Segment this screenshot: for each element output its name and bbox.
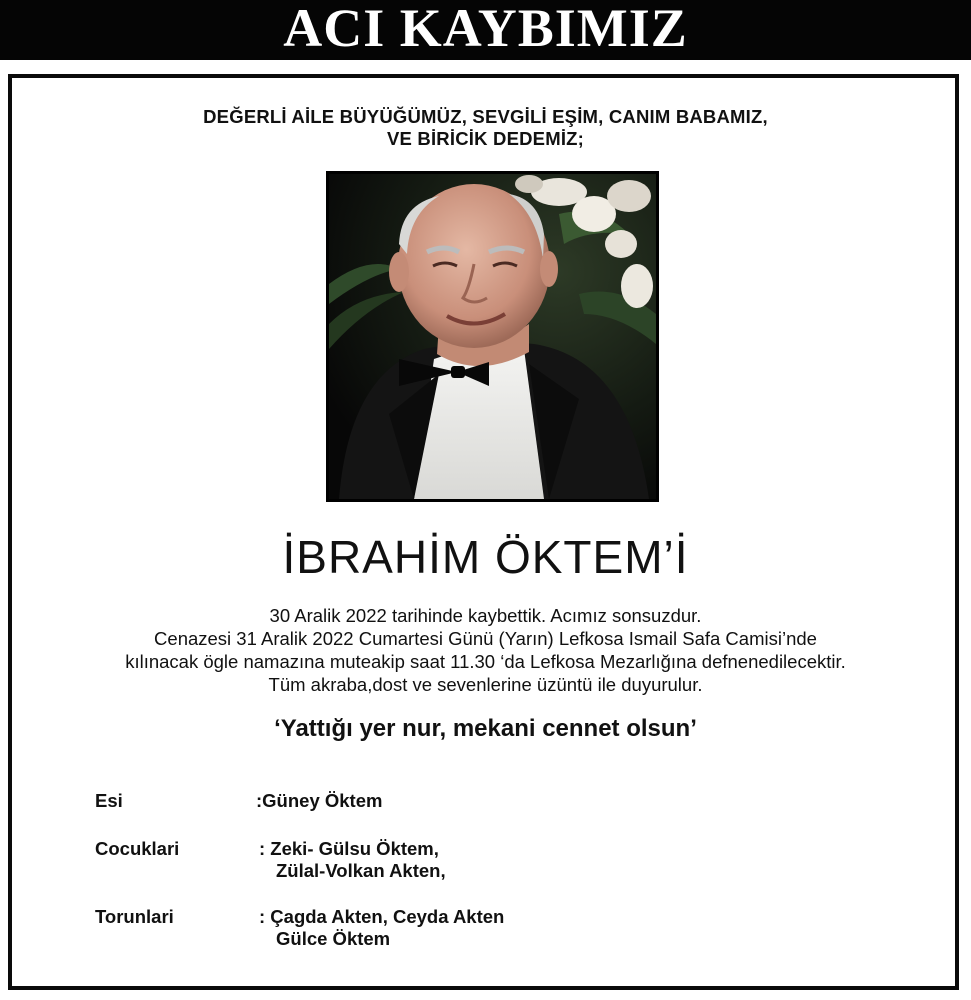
info-line-2: Cenazesi 31 Aralik 2022 Cumartesi Günü (Yarın) Lefkosa Ismail Safa Camisi’nde (154, 628, 817, 649)
info-line-1: 30 Aralik 2022 tarihinde kaybettik. Acımız sonsuzdur. (269, 605, 702, 626)
info-line-3: kılınacak ögle namazına muteakip saat 11.30 ‘da Lefkosa Mezarlığına defnenedilecektir. (125, 651, 846, 672)
children-label: Cocuklari (95, 838, 180, 859)
intro-line-2: VE BİRİCİK DEDEMİZ; (386, 128, 585, 149)
funeral-info (0, 604, 971, 696)
grandchildren-value (259, 906, 504, 950)
intro-text (0, 106, 971, 150)
grandchildren-value-1: : Çagda Akten, Ceyda Akten (259, 906, 505, 927)
children-value (259, 838, 446, 882)
intro-line-1: DEĞERLİ AİLE BÜYÜĞÜMÜZ, SEVGİLİ EŞİM, CANIM BABAMIZ, (203, 106, 768, 127)
grandchildren-value-2: Gülce Öktem (276, 928, 391, 949)
portrait-illustration (329, 174, 656, 499)
children-value-2: Zülal-Volkan Akten, (276, 860, 446, 881)
grandchildren-label: Torunlari (95, 906, 174, 927)
deceased-name: İBRAHİM ÖKTEM’İ (282, 531, 689, 583)
prayer-text: ‘Yattığı yer nur, mekani cennet olsun’ (274, 715, 697, 742)
spouse-value: :Güney Öktem (256, 790, 383, 811)
spouse-label: Esi (95, 790, 123, 811)
portrait-photo (326, 171, 659, 502)
header-banner (0, 0, 971, 60)
info-line-4: Tüm akraba,dost ve sevenlerine üzüntü ile duyurulur. (268, 674, 703, 695)
children-value-1: : Zeki- Gülsu Öktem, (259, 838, 439, 859)
banner-title: ACI KAYBIMIZ (283, 0, 688, 58)
